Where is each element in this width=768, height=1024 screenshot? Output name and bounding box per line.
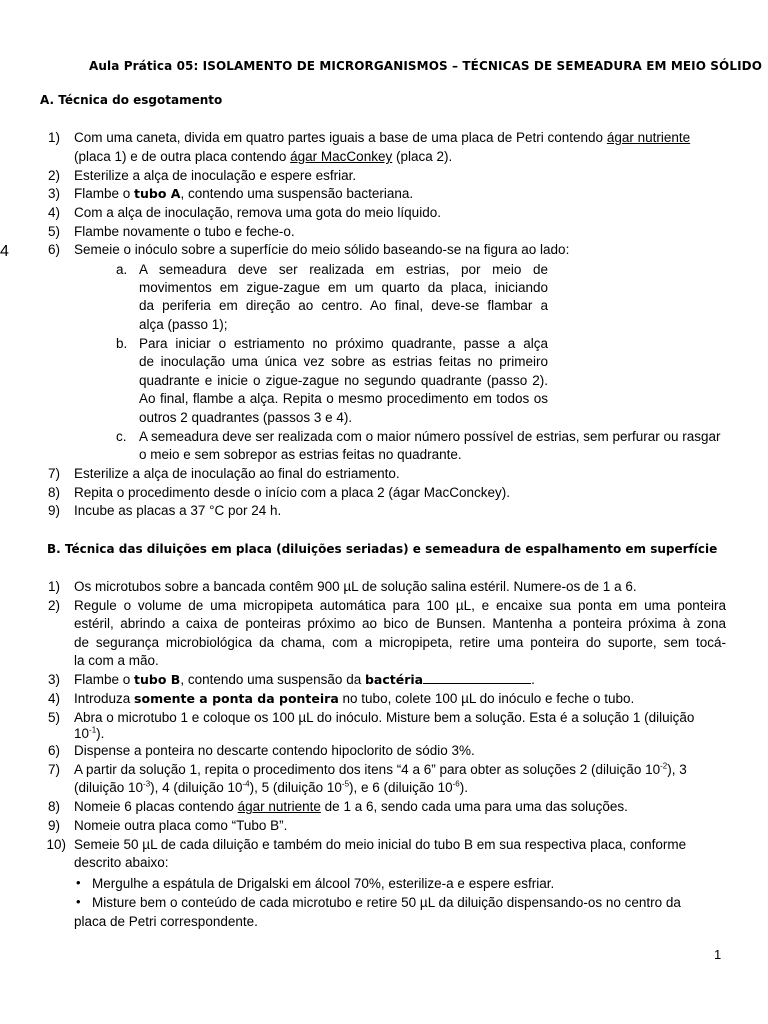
list-number: 3) (47, 186, 60, 201)
sublist-line: A semeadura deve ser realizada com o maior número possível de estrias, sem perfurar ou rasgar (139, 429, 721, 444)
list-item-cont: (placa 1) e de outra placa contendo ágar MacConkey (placa 2). (74, 149, 453, 164)
list-number: 1) (47, 130, 60, 145)
list-number: 9) (47, 818, 60, 833)
list-number: 4) (47, 691, 60, 706)
list-number: 5) (47, 224, 60, 239)
list-item: Repita o procedimento desde o início com a placa 2 (ágar MacConckey). (74, 485, 510, 500)
list-item: Nomeie 6 placas contendo ágar nutriente de 1 a 6, sendo cada uma para uma das soluções. (74, 799, 628, 814)
list-number: 2) (47, 598, 60, 613)
list-number: 9) (47, 503, 60, 518)
list-item: Semeie o inóculo sobre a superfície do meio sólido baseando-se na figura ao lado: (74, 242, 570, 257)
list-item-cont: estéril, abrindo a caixa de ponteiras próximo ao bico de Bunsen. Mantenha a ponteira próxima à zona (74, 616, 726, 631)
list-number: 3) (47, 672, 60, 687)
list-item-cont: la com a mão. (74, 653, 159, 668)
sublist-line: movimentos em zigue-zague em um quarto da placa, iniciando (139, 280, 548, 295)
list-number: 6) (47, 743, 60, 758)
sublist-line: de inoculação uma única vez sobre as estrias feitas no primeiro (139, 354, 548, 369)
list-number: 4) (47, 205, 60, 220)
sublist-line: o meio e sem sobrepor as estrias feitas no quadrante. (139, 447, 462, 462)
bullet-icon: • (76, 875, 81, 890)
page-title: Aula Prática 05: ISOLAMENTO DE MICRORGANISMOS – TÉCNICAS DE SEMEADURA EM MEIO SÓLIDO (89, 59, 763, 73)
list-item: Flambe o tubo B, contendo uma suspensão da bactéria . (74, 672, 535, 687)
list-item: Regule o volume de uma micropipeta automática para 100 µL, e encaixe sua ponta em uma ponteira (74, 598, 726, 613)
list-number: 10) (46, 837, 66, 852)
list-item: Com uma caneta, divida em quatro partes iguais a base de uma placa de Petri contendo ágar nutriente (74, 130, 691, 145)
sublist-line: outros 2 quadrantes (passos 3 e 4). (139, 410, 353, 425)
sublist-letter: a. (116, 262, 128, 277)
fill-in-blank[interactable] (423, 672, 531, 684)
page-number: 1 (714, 947, 722, 962)
section-b-heading: B. Técnica das diluições em placa (diluições seriadas) e semeadura de espalhamento em superfície (47, 542, 718, 556)
list-item: Dispense a ponteira no descarte contendo hipoclorito de sódio 3%. (74, 743, 475, 758)
sublist-line: Para iniciar o estriamento no próximo quadrante, passe a alça (139, 336, 548, 351)
list-number: 2) (47, 168, 60, 183)
list-number: 7) (47, 762, 60, 777)
section-a-heading: A. Técnica do esgotamento (40, 93, 223, 107)
list-item-cont: $10^{-1}$). (74, 725, 105, 741)
list-number: 8) (47, 799, 60, 814)
list-number: 7) (47, 466, 60, 481)
sublist-line: A semeadura deve ser realizada em estrias, por meio de (139, 262, 548, 277)
list-item: Flambe o tubo A, contendo uma suspensão bacteriana. (74, 186, 414, 201)
list-item: Os microtubos sobre a bancada contêm 900 µL de solução salina estéril. Numere-os de 1 a 6. (74, 579, 637, 594)
sublist-line: alça (passo 1); (139, 317, 228, 332)
list-item: Esterilize a alça de inoculação e espere esfriar. (74, 168, 357, 183)
list-item: Incube as placas a 37 °C por 24 h. (74, 503, 282, 518)
list-item-cont: descrito abaixo: (74, 855, 169, 870)
sublist-letter: b. (116, 336, 128, 351)
list-item: Flambe novamente o tubo e feche-o. (74, 224, 295, 239)
list-number: 1) (47, 579, 60, 594)
margin-mark: 4 (0, 243, 9, 260)
sublist-line: Ao final, flambe a alça. Repita o mesmo procedimento em todos os (139, 391, 548, 406)
sublist-line: quadrante e inicie o zigue-zague no segundo quadrante (passo 2). (139, 373, 548, 388)
list-number: 8) (47, 485, 60, 500)
list-item: Nomeie outra placa como “Tubo B”. (74, 818, 288, 833)
list-number: 5) (47, 710, 60, 725)
bullet-icon: • (76, 894, 81, 909)
sublist-letter: c. (116, 429, 127, 444)
bullet-item-cont: placa de Petri correspondente. (74, 914, 258, 929)
list-item: A partir da solução 1, repita o procedimento dos itens “4 a 6” para obter as soluções 2 (diluição $10^{-2}$), 3 (74, 761, 687, 777)
list-item: Semeie 50 µL de cada diluição e também do meio inicial do tubo B em sua respectiva placa, conforme (74, 837, 687, 852)
list-number: 6) (47, 242, 60, 257)
list-item-cont: de segurança microbiológica da chama, com a micropipeta, retire uma ponteira do suporte, sem tocá- (74, 635, 726, 650)
list-item: Introduza somente a ponta da ponteira no tubo, colete 100 µL do inóculo e feche o tubo. (74, 691, 635, 706)
sublist-line: da periferia em direção ao centro. Ao final, deve-se flambar a (139, 298, 548, 313)
bullet-item: Misture bem o conteúdo de cada microtubo e retire 50 µL da diluição dispensando-os no centro da (92, 895, 681, 910)
list-item: Abra o microtubo 1 e coloque os 100 µL do inóculo. Misture bem a solução. Esta é a solução 1 (diluição (74, 710, 695, 725)
list-item: Com a alça de inoculação, remova uma gota do meio líquido. (74, 205, 441, 220)
bullet-item: Mergulhe a espátula de Drigalski em álcool 70%, esterilize-a e espere esfriar. (92, 876, 555, 891)
list-item: Esterilize a alça de inoculação ao final do estriamento. (74, 466, 400, 481)
list-item-cont: (diluição $10^{-3}$), 4 (diluição $10^{-4}$), 5 (diluição $10^{-5}$), e 6 (diluição $10^{-6}$). (74, 779, 468, 795)
